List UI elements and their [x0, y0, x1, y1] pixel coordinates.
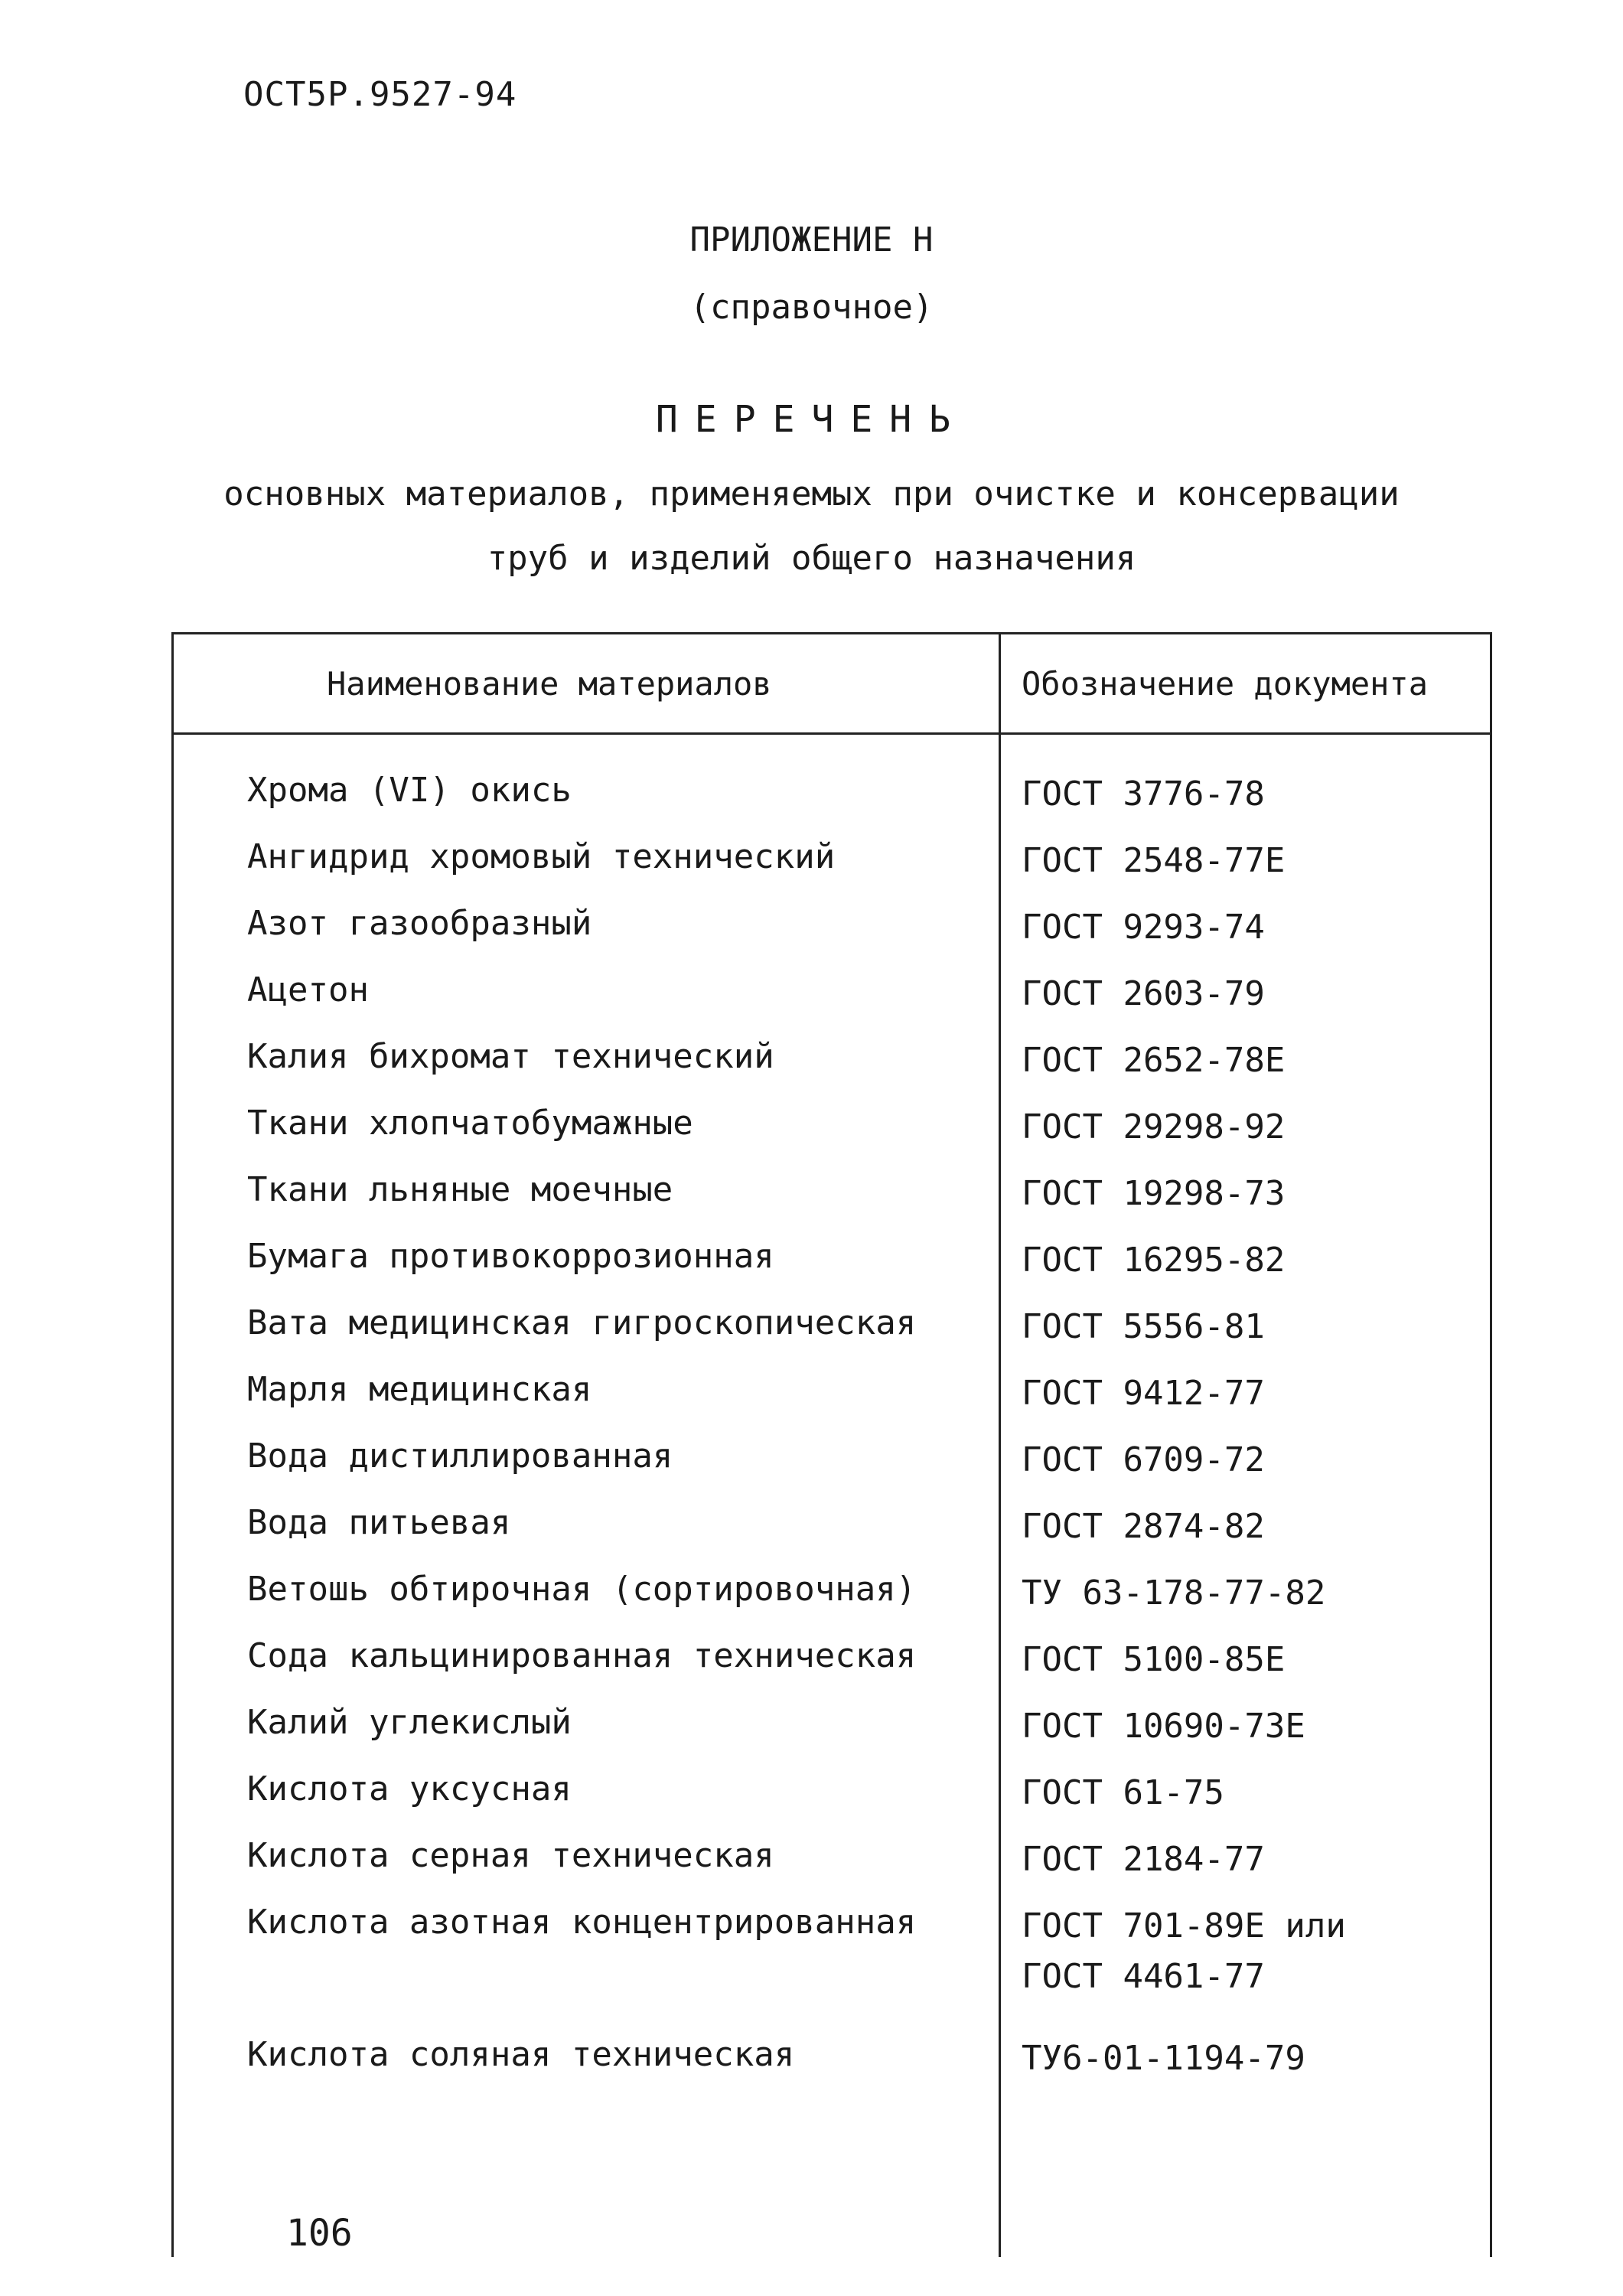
- material-name: Хрома (VI) окись: [247, 771, 572, 810]
- material-name: Вода питьевая: [247, 1503, 511, 1542]
- material-name: Вата медицинская гигроскопическая: [247, 1303, 917, 1342]
- material-name: Бумага противокоррозионная: [247, 1237, 774, 1276]
- document-designation: ГОСТ 2874-82: [1022, 1507, 1265, 1546]
- material-name: Ветошь обтирочная (сортировочная): [247, 1570, 917, 1609]
- document-designation-alt: ГОСТ 4461-77: [1022, 1957, 1265, 1996]
- document-designation: ГОСТ 2603-79: [1022, 974, 1265, 1013]
- document-designation: ГОСТ 6709-72: [1022, 1440, 1265, 1479]
- page-number: 106: [286, 2212, 353, 2255]
- material-name: Кислота азотная концентрированная: [247, 1903, 917, 1942]
- material-name: Ткани льняные моечные: [247, 1170, 673, 1209]
- document-designation: ТУ6-01-1194-79: [1022, 2039, 1305, 2078]
- document-designation: ГОСТ 61-75: [1022, 1773, 1224, 1812]
- document-designation: ГОСТ 16295-82: [1022, 1241, 1286, 1280]
- column-header-name: Наименование материалов: [327, 665, 772, 703]
- document-designation: ГОСТ 3776-78: [1022, 775, 1265, 814]
- material-name: Ангидрид хромовый технический: [247, 837, 836, 876]
- material-name: Вода дистиллированная: [247, 1437, 673, 1476]
- document-designation: ГОСТ 29298-92: [1022, 1107, 1286, 1146]
- material-name: Калия бихромат технический: [247, 1037, 774, 1076]
- material-name: Кислота уксусная: [247, 1769, 572, 1808]
- document-designation: ГОСТ 701-89Е или: [1022, 1906, 1346, 1945]
- material-name: Кислота серная техническая: [247, 1836, 774, 1875]
- materials-table: [171, 632, 1492, 2257]
- document-designation: ГОСТ 9412-77: [1022, 1374, 1265, 1413]
- material-name: Азот газообразный: [247, 904, 592, 943]
- document-designation: ГОСТ 2652-78Е: [1022, 1041, 1286, 1080]
- document-designation: ТУ 63-178-77-82: [1022, 1574, 1326, 1613]
- column-divider: [999, 634, 1001, 2257]
- appendix-subtitle: (справочное): [689, 288, 934, 327]
- material-name: Ткани хлопчатобумажные: [247, 1104, 693, 1143]
- appendix-title: ПРИЛОЖЕНИЕ Н: [689, 220, 934, 259]
- document-designation: ГОСТ 9293-74: [1022, 908, 1265, 947]
- document-designation: ГОСТ 5100-85Е: [1022, 1640, 1286, 1679]
- column-header-document: Обозначение документа: [1022, 665, 1429, 703]
- header-divider: [174, 732, 1490, 735]
- material-name: Сода кальцинированная техническая: [247, 1636, 917, 1675]
- list-description-line-2: труб и изделий общего назначения: [487, 539, 1136, 578]
- list-title: ПЕРЕЧЕНЬ: [655, 398, 968, 441]
- document-code: ОСТ5Р.9527-94: [243, 75, 517, 114]
- document-designation: ГОСТ 2184-77: [1022, 1840, 1265, 1879]
- list-description-line-1: основных материалов, применяемых при очистке и консервации: [223, 475, 1400, 514]
- document-designation: ГОСТ 2548-77Е: [1022, 841, 1286, 880]
- material-name: Марля медицинская: [247, 1370, 592, 1409]
- document-designation: ГОСТ 5556-81: [1022, 1307, 1265, 1346]
- document-designation: ГОСТ 19298-73: [1022, 1174, 1286, 1213]
- material-name: Ацетон: [247, 970, 369, 1009]
- document-designation: ГОСТ 10690-73Е: [1022, 1707, 1305, 1746]
- material-name: Кислота соляная техническая: [247, 2035, 795, 2074]
- material-name: Калий углекислый: [247, 1703, 572, 1742]
